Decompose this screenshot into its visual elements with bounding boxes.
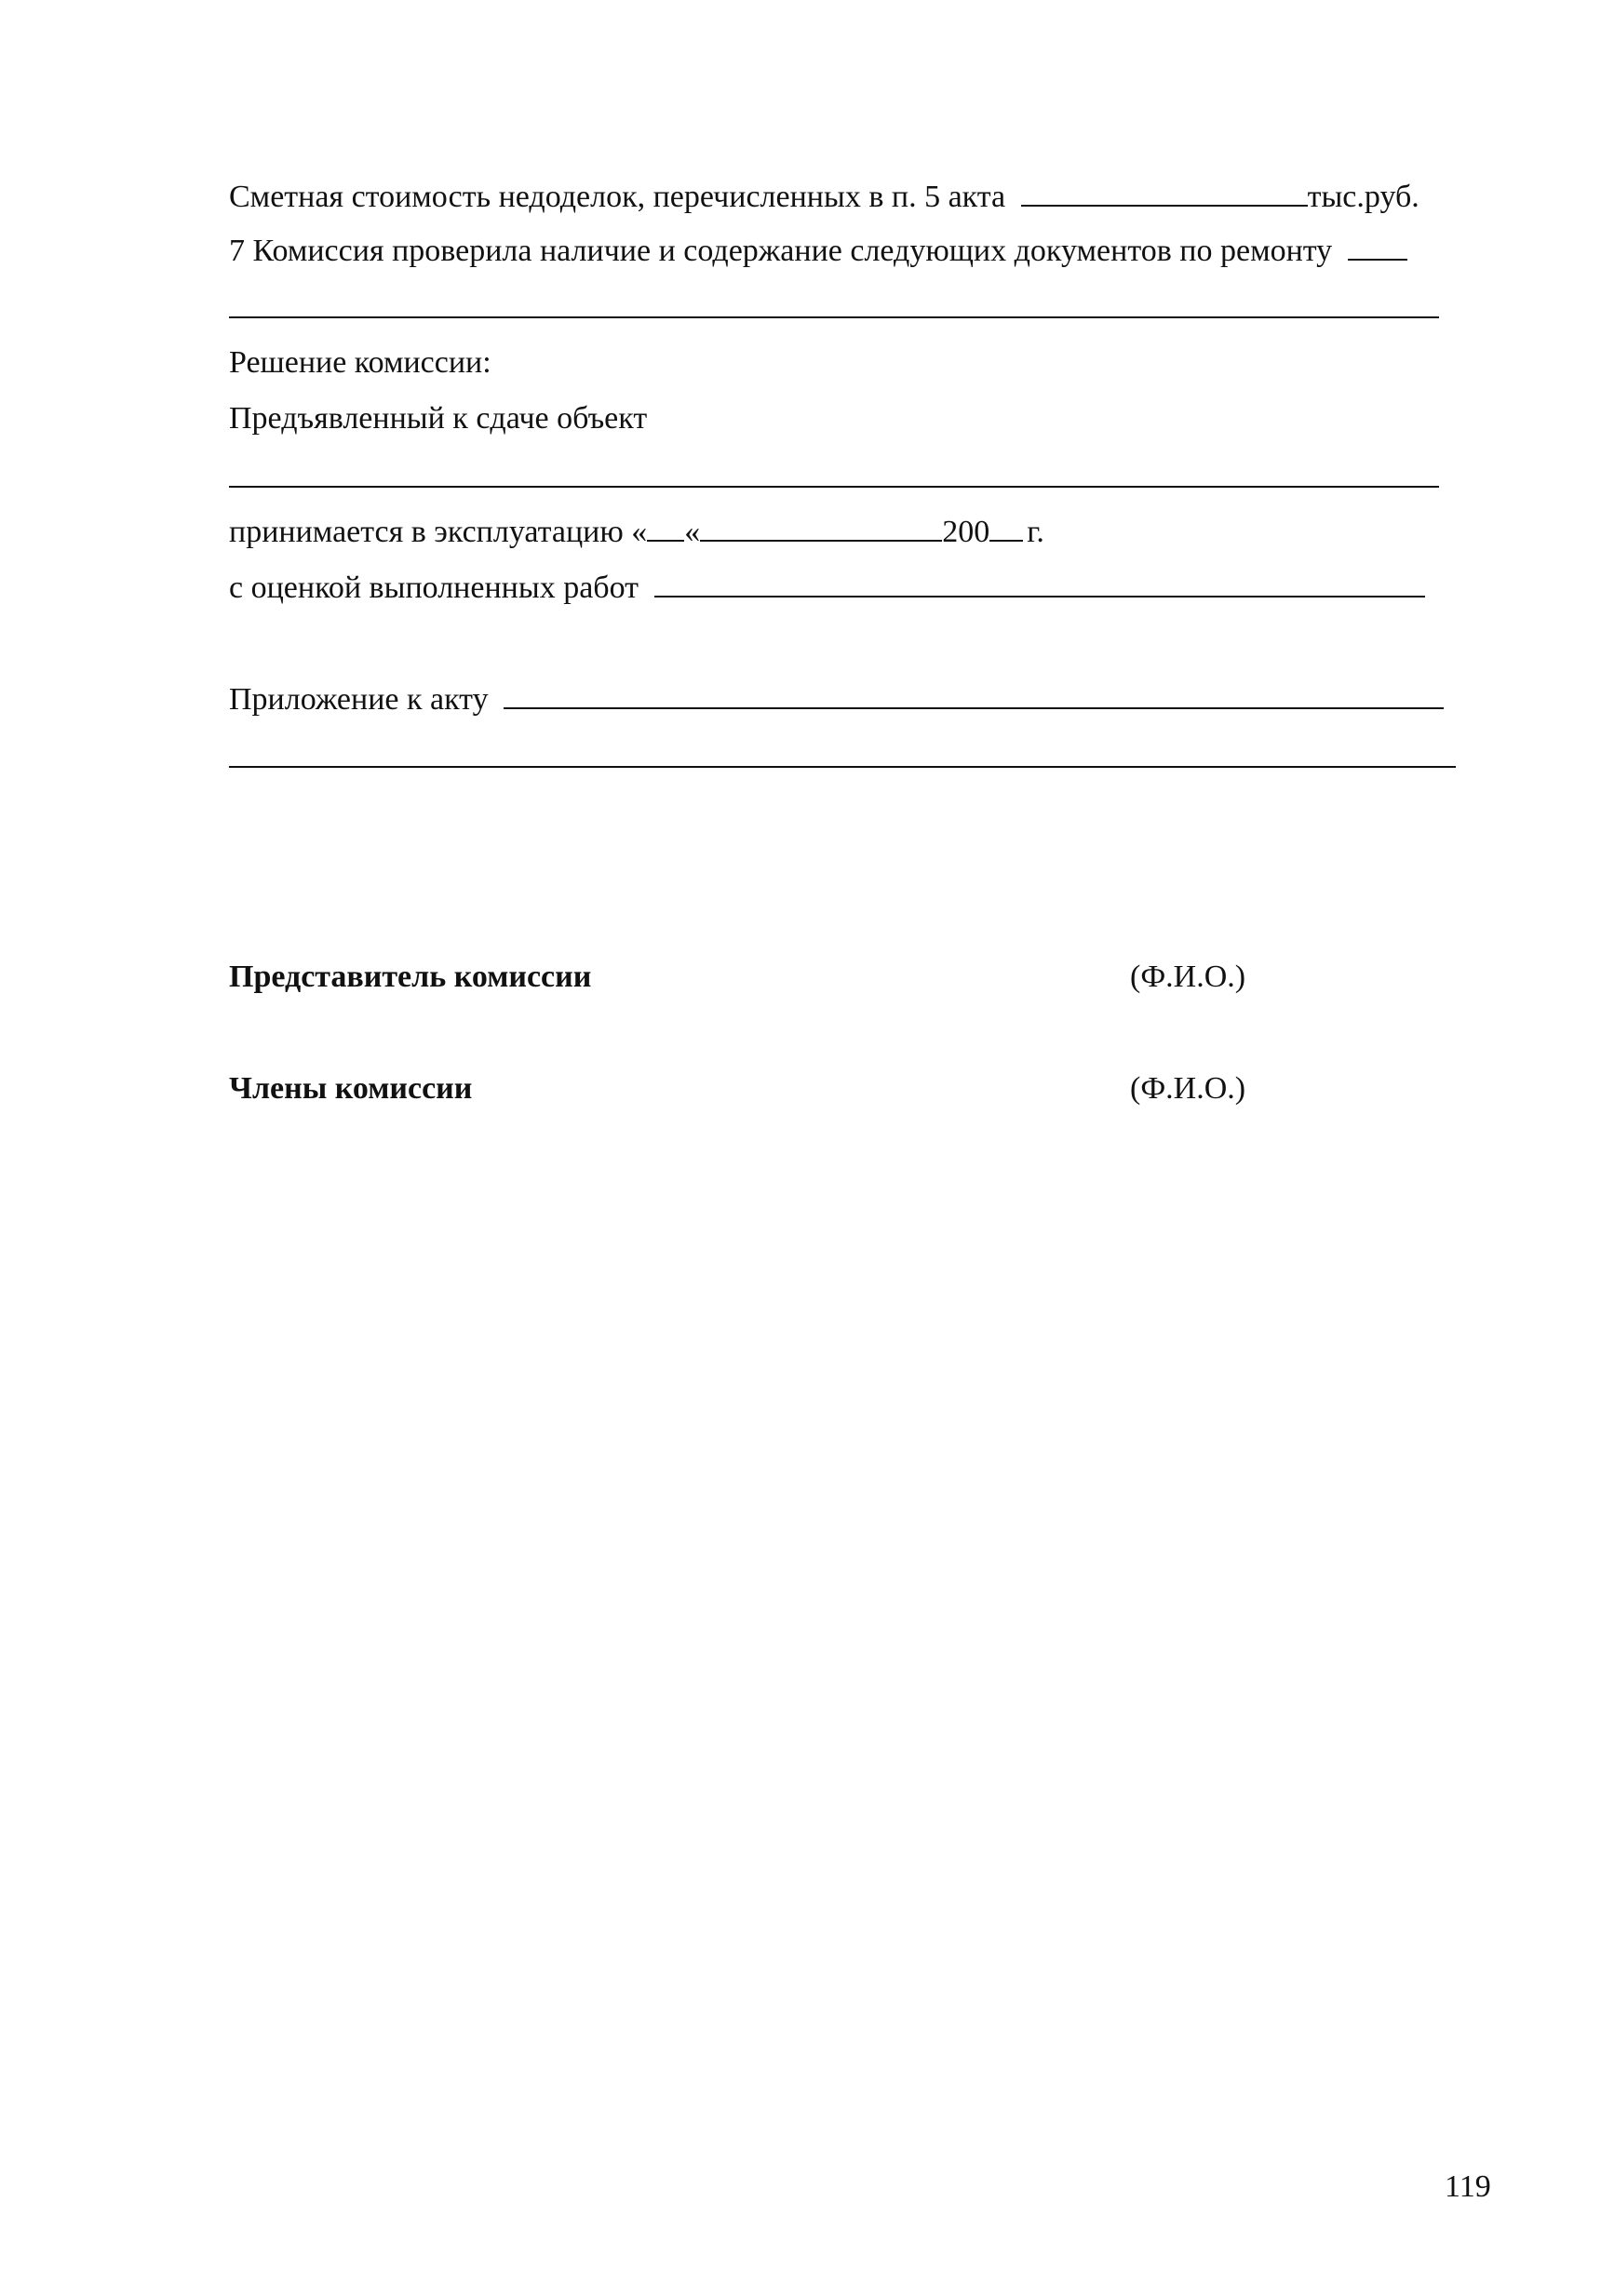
accepted-day-blank	[647, 512, 684, 542]
representative-fio: (Ф.И.О.)	[1130, 960, 1246, 994]
decision-heading: Решение комиссии:	[229, 345, 491, 380]
rating-label: с оценкой выполненных работ	[229, 571, 639, 605]
documents-check-blank	[1348, 231, 1407, 261]
appendix-label: Приложение к акту	[229, 682, 489, 717]
object-label: Предъявленный к сдаче объект	[229, 401, 648, 436]
accepted-month-blank	[700, 512, 942, 542]
estimated-cost-blank	[1021, 177, 1308, 207]
page-number: 119	[1445, 2169, 1491, 2204]
accepted-year-blank	[989, 512, 1023, 542]
appendix-rule	[229, 766, 1456, 768]
estimated-cost-line	[229, 177, 1419, 216]
accepted-prefix: принимается в эксплуатацию «	[229, 515, 648, 549]
documents-check-label: 7 Комиссия проверила наличие и содержание следующих документов по ремонту	[229, 234, 1333, 268]
object-rule	[229, 486, 1439, 488]
rating-line	[229, 568, 1425, 607]
appendix-blank	[504, 679, 1444, 709]
representative-label: Представитель комиссии	[229, 960, 592, 994]
accepted-line	[229, 512, 1044, 551]
estimated-cost-unit: тыс.руб.	[1307, 180, 1419, 214]
documents-check-line	[229, 231, 1407, 270]
members-fio: (Ф.И.О.)	[1130, 1071, 1246, 1106]
accepted-year-prefix: 200	[942, 515, 990, 549]
accepted-mid: «	[684, 515, 701, 549]
estimated-cost-label: Сметная стоимость недоделок, перечисленных в п. 5 акта	[229, 180, 1006, 214]
appendix-line	[229, 679, 1444, 718]
accepted-year-suffix: г.	[1027, 515, 1044, 549]
rating-blank	[654, 568, 1425, 597]
members-label: Члены комиссии	[229, 1071, 473, 1106]
documents-check-rule	[229, 316, 1439, 318]
